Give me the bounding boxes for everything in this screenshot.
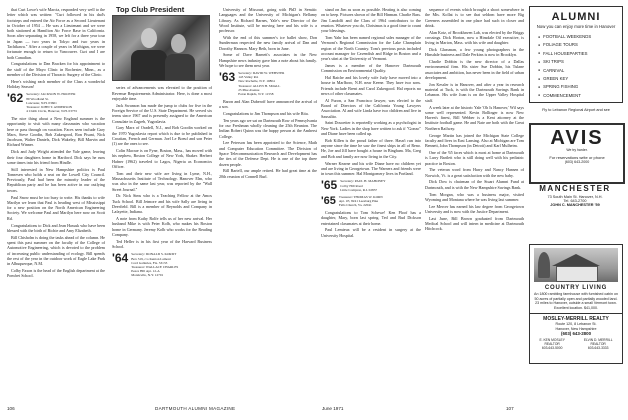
- paragraph: that Curt Lowe's wife Marcia, responded very well to the letter which was written: "Curt followed in his dad's footsteps and entered the Air Force as a Second Lieutenant in October of 1954 ... He was a Lieutenant and we were both stationed at Hamilton Air Force Base in California. Soon after separating in 1958, we left for a three year tour in Japan — two years in Tokyo and two years in Tachikawa." After a couple of years in Michigan, we were fortunate enough to return to Vancouver. Curt and I are both Canadian.: [7, 7, 105, 60]
- class-officers: [26, 92, 77, 112]
- manchester-title: MANCHESTER: [539, 184, 611, 193]
- text-column-1: [7, 7, 105, 280]
- agent-title: REALTOR: [590, 342, 606, 346]
- officer-line: Secretary: DAVID W. WEBSTER: [238, 71, 285, 76]
- class-officers: [131, 252, 178, 277]
- country-living-title: COUNTRY LIVING: [544, 285, 608, 291]
- paragraph: A week later at the historic Yale 'Oh Is Hanover,' Wil says some well represented. Kevin Bollinger is now New Haven's finest, Bill Webber is a Kent attorney at the Institute football game. He and Nate are both with the Great Northern Railway.: [425, 104, 524, 131]
- paragraph: Charlie Dobbin is the new director of a Dallas environmental firm. His sister Sue Dobbin, his Tulane associates and ambition, has never been in the field of urban development.: [425, 59, 524, 81]
- paragraph: Congratulations to Dan Bracken for his appointment to the staff of the Mayo Clinic in Rochester, Minn., as a member of the Division of Thoracic Surgery of the Clinic.: [7, 61, 105, 78]
- paragraph: Lee Peterson has been appointed to the Science, Math and Computer Education Committee. The Division of Space Telecommunication Research and Development has the ties of the Defense Dept. He is one of the top three dozen people.: [219, 140, 317, 167]
- paragraph: A note from Kathy Rolfe tells us of her new arrival. Her husband Mike is with Peter Kolb, who makes his Boston home in Germany. Jeremy Kolb who works for the Reading Company.: [112, 216, 212, 238]
- officer-line: Monticello, N.Y. 12701: [131, 272, 164, 277]
- officer-line: Apt. 1E, 8241 Leesburg Pike: [338, 198, 379, 203]
- paragraph: Dr. Nick Sims who is a Teaching Fellow at the Amos Tuck School. Bill Jetmore and his wife Sally are living in Deerfield. Bill is a member of Reynolds and Company in Lafayette, Indiana.: [112, 193, 212, 215]
- officer-line: Secretary: DONALD S. KORDT: [131, 252, 177, 257]
- officer-line: Peace Hill Apt. 12-A: [131, 268, 160, 273]
- avis-phone: (603) 643-2000: [564, 160, 590, 164]
- alumni-ad-subtitle: Now you can enjoy more time in Hanover: [536, 24, 616, 29]
- paragraph: Ted Heller is in his first year of the Harvard Business School.: [112, 238, 212, 250]
- class-officers: [238, 71, 284, 96]
- agent-name: E. KEN MOSLEY: [539, 338, 565, 342]
- officer-line: 4 Clubb Circle, Hanover, N.H. 03755: [26, 108, 78, 113]
- agent-title: REALTOR: [544, 342, 560, 346]
- class-header-62: [7, 92, 105, 112]
- class-officers: [339, 195, 383, 207]
- paragraph: Al Furon, a San Francisco lawyer, was elected to the Board of Directors of the California Young Lawyers Association. Al and wife Linda have two children and live in Sausalito.: [321, 97, 421, 119]
- officer-line: 89 Woodland St.: [26, 96, 49, 101]
- officer-line: 25 Pike Avenue: [238, 87, 260, 92]
- paragraph: The veteran word from Harry and Nancy Hansen of Norwich, Vt. is a great satisfaction with the new baby.: [425, 167, 524, 178]
- officer-line: Treasurer: WALLACE CHARLES: [131, 264, 179, 269]
- fly-caption: Fly to Lebanon Regional Airport and see: [542, 108, 610, 112]
- paragraph: Dick and Judy Wright attended the Yale game, leaving their four daughters home in Hartford. Dick says he runs some times into his friend from Hindle.: [7, 149, 105, 165]
- class-header-65-treasurer: [321, 195, 421, 207]
- alumni-event-list: [538, 33, 622, 100]
- manchester-telephone: Tel. 643-2700: [563, 199, 587, 203]
- text-column-4: [321, 7, 421, 239]
- realty-street: Route 120, 8 Lebanon St.: [555, 322, 597, 326]
- page-number-right: 107: [506, 406, 514, 411]
- paragraph: George Martin has joined the Michigan State College faculty and lives in East Lansing. Also at Michigan are Tom Bennett, John Thompson (in Detroit) and Karl Mulheim.: [425, 132, 524, 149]
- officer-line: Secretary: PAUL H. MAHONEY: [340, 179, 386, 184]
- list-item: ● FOLIAGE TOURS: [538, 41, 622, 49]
- text-column-2: [112, 7, 212, 280]
- class-header-63: [219, 71, 317, 96]
- paragraph: Jon Kessler is in Hanover, and after a year in research material at Tuck, is with the Dartmouth Savings Bank in Lebanon. His wife Joan is on the Upper Valley Hospital staff.: [425, 81, 524, 103]
- officer-line: 143 Valley Rd.: [238, 75, 259, 80]
- class-header-65-secretary: [321, 179, 421, 191]
- magazine-name: DARTMOUTH ALUMNI MAGAZINE: [155, 406, 236, 411]
- class-year: '63: [219, 70, 236, 85]
- paragraph: Congratulations to Dick and Jean Hassuk who have been blessed with the birth of Richie and Amy Elizabeth.: [7, 222, 105, 233]
- paragraph: Dick Glassman, a few young photographers in the Hinsdale business and Dale Perkins is now in Brooklyn.: [425, 47, 524, 58]
- paragraph: Saint Doucetter is reportedly working as a psychologist in New York. Ladies in the shop have written to ask if "Gonzo" and Diane have been called up.: [321, 120, 421, 137]
- paragraph: Tom and their new wife are living in Lyme, N.H., Massachusetts Institute of Technology. Hanover Elm, who was also in the same last year, was reported by the "Wall Street Journal.": [112, 170, 212, 192]
- officer-line: New Rochelle, N.Y. 10804: [238, 79, 275, 84]
- photo-title: Top Club President: [116, 5, 185, 14]
- paragraph: Congratulations to Tom Schewe! Ken Ploof has a daughter, Mary, born last spring. Ted and Bud Dickson entertained classmates at their home.: [321, 209, 421, 226]
- list-item: ● SKI TRIPS: [538, 58, 622, 66]
- paragraph: University of Missouri, going with PhD in Semitic Languages and the University of Michigan's Bellamy Library. As Richard Barnes, Yale's new Director of the Wood Institute, will be moving here and his wife is a professor.: [219, 7, 317, 34]
- paragraph: Ten years ago we sat on Dartmouth Row of Pennsylvania for our Freshman wholly cleaning the 25th Reunion. The Indian Robert Quinn was the happy person at the Amherst College.: [219, 117, 317, 139]
- class-officers: [340, 179, 385, 191]
- club-president-photo: [112, 15, 210, 81]
- officer-line: Box 319, c/o Kenton Lamont: [131, 256, 171, 261]
- alumni-ad: [529, 6, 623, 103]
- class-year: '65: [321, 178, 338, 193]
- text-column-3: [219, 7, 317, 180]
- paragraph: stand on Jim as soon as possible. Heating is also coming on to keep. Pictures shown of the Bill Hinman. Charlie Bass. Jim Landolfi and the Class of 1964 contributors to the reunion. Whatever you do, Christmas is a good time to count your blessings.: [321, 7, 421, 34]
- paragraph: Bob Killen is the proud father of three. Hasn't run into anyone since the time he saw the finest ships in all of Reno. He, Joe and Jill have bought a house in Bingham. Ma, Greg and Bob and family are now living in the City.: [321, 137, 421, 159]
- paragraph: Warner Kearne and his wife Diane have no children yet and are living in Georgetown. The Warners and friends were in town this summer. Hal Montgomery lives in Portland.: [321, 160, 421, 177]
- manchester-ad: [529, 184, 621, 240]
- farmhouse-image: [534, 248, 618, 282]
- paragraph: Here's wishing each member of the Class a wonderful Holiday Season!: [7, 78, 105, 90]
- manchester-owner: JOHN C. MANCHESTER '59: [550, 203, 600, 207]
- paragraph: Hal Raiche and his lovely wife Judy have moved into a house in Marlboro, N.H. near Keene. They have two sons. Friends include Brent and Carol Zukergood. Hal reports no news of other classmates.: [321, 75, 421, 96]
- officer-line: Falls Church, Va. 22041: [338, 202, 372, 207]
- officer-line: Secretary: JACKSON W. HOOVER: [26, 92, 76, 97]
- paragraph: Alan Kotz, of Brookhaven Lab, was elected by the Briggs crossings. Dick Horton, now a Hinsdale Oil executive, is living in Marion, Mass. with his wife and daughter.: [425, 29, 524, 46]
- list-item: ● FALL HOUSEPARTIES: [538, 50, 622, 58]
- paragraph: sequence of events which brought a shoot somewhere in the Mts. Kollat is to see that seldom have more Big Greeners assembled in one place had such in closer and drink.: [425, 7, 524, 28]
- paragraph: Dick Dow is chairman of the Stuart Alumni Fund at Dartmouth, and is with the New Hampshire Savings Bank.: [425, 179, 524, 190]
- avis-ad: [529, 123, 625, 184]
- officer-line: Lancaster, N.H. 03601: [26, 100, 57, 105]
- avis-reservations: For reservations write or phone: [549, 155, 605, 160]
- issue-date: June 1971: [322, 406, 344, 411]
- officer-line: Little Compton, R.I. 02837: [340, 187, 378, 192]
- officer-line: Eaton Rapids, N.Y. 11558: [238, 91, 274, 96]
- realty-address: [530, 322, 622, 331]
- paragraph: Baron and Alan Duberoff have announced the arrival of a son.: [219, 98, 317, 110]
- paragraph: Lee Mercer has earned his law degree from Georgetown University and is now with the Justice Department.: [425, 203, 524, 214]
- page-number-left: 106: [7, 406, 15, 411]
- list-item: ● COMMENCEMENT: [538, 92, 622, 100]
- list-item: ● SPRING FISHING: [538, 83, 622, 91]
- officer-line: Treasurer: JOHN T. ANDERSON: [26, 104, 73, 109]
- officer-line: Treasurer: ALLEN H. SMALL: [238, 83, 281, 88]
- agent-name: ELVIN D. MERRILL: [583, 338, 613, 342]
- officer-line: Cord Galleries, Fla. 33133: [131, 260, 168, 265]
- realty-phone: (603) 643-2800: [560, 331, 592, 336]
- manchester-address: 73 South Main St. Hanover, N.H.: [547, 195, 603, 199]
- avis-tagline: We try harder.: [566, 148, 588, 152]
- paragraph: Paul Lemieux will be a resident in surgery at the University Hospital.: [321, 227, 421, 238]
- paragraph: Bill Bartell, our ample retired. He had great time at the 20th reunion of Connell Burl.: [219, 168, 317, 179]
- realty-city: Hanover, New Hampshire: [555, 326, 597, 331]
- paragraph: Still interested in New Hampshire politics is Paul Tonnesen who holds a seat on the Lowell City Council. Previously, Paul had been the minority leader of the Republican party and he has been active in our outlying towns.: [7, 166, 105, 193]
- alumni-ad-title: ALUMNI: [551, 11, 601, 23]
- list-item: ● FOOTBALL WEEKENDS: [538, 33, 622, 41]
- paragraph: The nice thing about a New England summer is the opportunity to visit with many classmates who vacation here or pass through on vacation. Faces seen include Gary Marx, Steve Goodin, Bob Zukergood, Ron Pisani, Nick Jacobson, Walter Daniels, Dick Wakeley, Bill Marvin and Richard Winner.: [7, 115, 105, 148]
- paragraph: Tom Yahr has been named regional sales manager of the Vermont's Regional Commission for the Lake Champlain region of the North Country. Tom's previous posts included account manager for Cavendish and Ridge in Boston and a year's stint at the University of Vermont.: [321, 34, 421, 62]
- paragraph: Congratulations to Jim Thompson and his wife Rita.: [223, 110, 309, 116]
- officer-line: Colby Hill Road: [340, 183, 363, 188]
- agent-phone: 603-643-5000: [541, 346, 563, 350]
- paragraph: Colin Macrae is on Fyne, Boston, Mass., has moved with his nephew, Boston College of New York, Shaker. Herbert Hafner (1962) traveled to Lagos, Nigeria as Economics Officer.: [112, 148, 212, 169]
- paragraph: Colby Faxon is the head of the English department at the Pomfret School.: [7, 267, 105, 279]
- paragraph: With the end of this summer's ice ballet show, Don Sunderman respected the new family arrival of Dan and Dorothy Hannon. Mary Beth, born in June.: [219, 34, 317, 51]
- paragraph: James is a member of the Hanover Dartmouth Commission on Environmental Quality.: [321, 62, 421, 74]
- realty-name: MOSLEY-MERRILL REALTY: [530, 313, 622, 322]
- paragraph: series of advancements was elevated to the position of Revenue Requirements Administrator. Here, is done a most enjoyable time.: [112, 85, 212, 101]
- class-year: '65: [321, 194, 336, 207]
- list-item: ● CARNIVAL: [538, 67, 622, 75]
- agent: [584, 338, 613, 350]
- paragraph: Tom Morgan, who was a business major, visited Wyoming and Montana where he was living last summer.: [425, 191, 524, 202]
- class-year: '64: [112, 251, 129, 266]
- paragraph: Last June, Bill Brown graduated from Dartmouth Medical School and will intern in medicine at Dartmouth Hitchcock.: [425, 215, 524, 232]
- paragraph: Jack Swanson has made the jump to clubs for five in the Foreign Service of the U.S. State Department. He served six terms since 1967 and is presently assigned to the American Consulate in Zagreb, Yugoslavia.: [112, 102, 212, 124]
- agent-phone: 603-643-3333: [587, 346, 609, 350]
- agent: [539, 338, 564, 350]
- officer-line: Treasurer: THOMAS W. KORN: [338, 194, 383, 199]
- class-year: '62: [7, 91, 24, 106]
- paragraph: One of the '65 faces which is most at home at Dartmouth is Larry Bartlett who is still doing well with his pediatric practice in Boston.: [425, 149, 524, 166]
- country-living-ad: [529, 244, 623, 364]
- paragraph: Some of Dave Barnett's associates in the New Hampshire news industry gave him a note about his family. We hope to see them next year.: [219, 52, 317, 68]
- text-column-5: [425, 7, 524, 233]
- class-header-64: [112, 252, 212, 277]
- realty-agents: [530, 338, 622, 350]
- paragraph: Gary Marx of Oradell, N.J., and Bob Goodin worked on the 1970 Yugoslavia report which is due to be published in Croatian, French and German. Joel Le Boeuf and son Peter (1) are the ones to see.: [112, 125, 212, 147]
- avis-logo: AVIS: [550, 127, 604, 149]
- list-item: ● GREEN KEY: [538, 75, 622, 83]
- paragraph: Paul Snow must be too busy to write. His thanks to wife Marilyn we learn that Paul is heading west of Mississippi for a new position on the North American Engineering Society. We welcome Paul and Marilyn here now on Scott Rd.: [7, 194, 105, 221]
- country-living-description: An 1800 rambling farmhouse with furnished cabin on 50 acres of partially open and partially wooded land. 23 miles to Hanover, outside a small Vermont town. Excellent location. $41,000.: [534, 292, 618, 310]
- paragraph: Bill Chisholm is doing the tasks ahead of the column. He spent this past summer on the faculty of the College of Automotive Engineering, which is devoted to the problem of increasing public understanding of ecology. Bill spends the rest of the year in the outdoor work of Eagle Lake Park in Albuquerque, N.M.: [7, 234, 105, 267]
